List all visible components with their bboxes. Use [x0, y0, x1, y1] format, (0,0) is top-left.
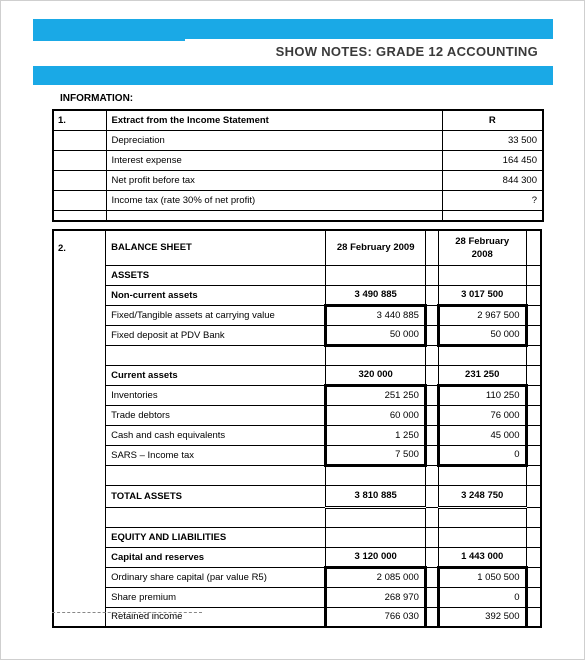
row-label: Non-current assets — [106, 285, 326, 305]
row-value-2008: 3 017 500 — [438, 285, 526, 305]
table-row — [53, 190, 543, 210]
section-number: 1. — [53, 110, 106, 130]
row-label: Share premium — [106, 587, 326, 607]
row-label: Depreciation — [106, 130, 442, 150]
table-row — [53, 210, 543, 221]
row-value-2008: 3 248 750 — [438, 485, 526, 507]
table-row — [53, 567, 541, 587]
table-row — [53, 547, 541, 567]
row-value-2008: 76 000 — [438, 405, 526, 425]
row-label: Interest expense — [106, 150, 442, 170]
row-value-2008: 1 050 500 — [438, 567, 526, 587]
table-row — [53, 230, 541, 265]
section-number: 2. — [53, 230, 106, 265]
row-value-2008: 45 000 — [438, 425, 526, 445]
table-row — [53, 325, 541, 345]
column-header-2009: 28 February 2009 — [326, 230, 425, 265]
table-row — [53, 465, 541, 485]
row-value-2009: 268 970 — [326, 587, 425, 607]
row-value: 164 450 — [442, 150, 543, 170]
page-title: SHOW NOTES: GRADE 12 ACCOUNTING — [275, 44, 538, 59]
row-value-2008: 392 500 — [438, 607, 526, 627]
row-label: Ordinary share capital (par value R5) — [106, 567, 326, 587]
row-label: EQUITY AND LIABILITIES — [106, 527, 326, 547]
table-row — [53, 485, 541, 507]
row-value-2009: 3 490 885 — [326, 285, 425, 305]
row-value-2008: 2 967 500 — [438, 305, 526, 325]
row-value: 33 500 — [442, 130, 543, 150]
row-value-2009: 3 810 885 — [326, 485, 425, 507]
balance-sheet-table — [52, 229, 542, 628]
row-value-2009: 50 000 — [326, 325, 425, 345]
table-row — [53, 607, 541, 627]
row-value-2009: 3 440 885 — [326, 305, 425, 325]
row-value-2008: 231 250 — [438, 365, 526, 385]
table-row — [53, 445, 541, 465]
row-value-2008: 0 — [438, 587, 526, 607]
table-row — [53, 507, 541, 527]
row-label: Current assets — [106, 365, 326, 385]
table-row — [53, 385, 541, 405]
row-value-2008: 1 443 000 — [438, 547, 526, 567]
row-value-2009: 320 000 — [326, 365, 425, 385]
page-cut-line — [52, 612, 202, 613]
table-row — [53, 365, 541, 385]
table-row — [53, 527, 541, 547]
table-row — [53, 130, 543, 150]
section-heading: Extract from the Income Statement — [106, 110, 442, 130]
information-label: INFORMATION: — [60, 93, 134, 104]
row-label: Retained income — [106, 607, 326, 627]
table-row — [53, 265, 541, 285]
row-value-2008: 0 — [438, 445, 526, 465]
header-band-bottom — [33, 66, 553, 85]
income-statement-table — [52, 109, 544, 222]
row-label: Cash and cash equivalents — [106, 425, 326, 445]
row-label: ASSETS — [106, 265, 326, 285]
table-row — [53, 110, 543, 130]
currency-header: R — [442, 110, 543, 130]
table-row — [53, 405, 541, 425]
table-row — [53, 345, 541, 365]
row-value-2009: 3 120 000 — [326, 547, 425, 567]
row-value-2008: 50 000 — [438, 325, 526, 345]
table-row — [53, 170, 543, 190]
row-label: Fixed deposit at PDV Bank — [106, 325, 326, 345]
row-value: 844 300 — [442, 170, 543, 190]
header-band-notch — [185, 39, 553, 42]
row-value-2009: 60 000 — [326, 405, 425, 425]
table-row — [53, 150, 543, 170]
row-label: Fixed/Tangible assets at carrying value — [106, 305, 326, 325]
section-heading: BALANCE SHEET — [106, 230, 326, 265]
header-band-top — [33, 19, 553, 41]
row-value-2009: 251 250 — [326, 385, 425, 405]
row-value-2008: 110 250 — [438, 385, 526, 405]
row-label: Capital and reserves — [106, 547, 326, 567]
row-label: TOTAL ASSETS — [106, 485, 326, 507]
column-header-2008: 28 February 2008 — [438, 230, 526, 265]
table-row — [53, 285, 541, 305]
row-label: Income tax (rate 30% of net profit) — [106, 190, 442, 210]
row-value: ? — [442, 190, 543, 210]
row-label: Net profit before tax — [106, 170, 442, 190]
row-value-2009: 2 085 000 — [326, 567, 425, 587]
row-label: Inventories — [106, 385, 326, 405]
row-value-2009: 7 500 — [326, 445, 425, 465]
row-value-2009: 766 030 — [326, 607, 425, 627]
table-row — [53, 305, 541, 325]
table-row — [53, 587, 541, 607]
table-row — [53, 425, 541, 445]
row-label: Trade debtors — [106, 405, 326, 425]
row-label: SARS – Income tax — [106, 445, 326, 465]
row-value-2009: 1 250 — [326, 425, 425, 445]
